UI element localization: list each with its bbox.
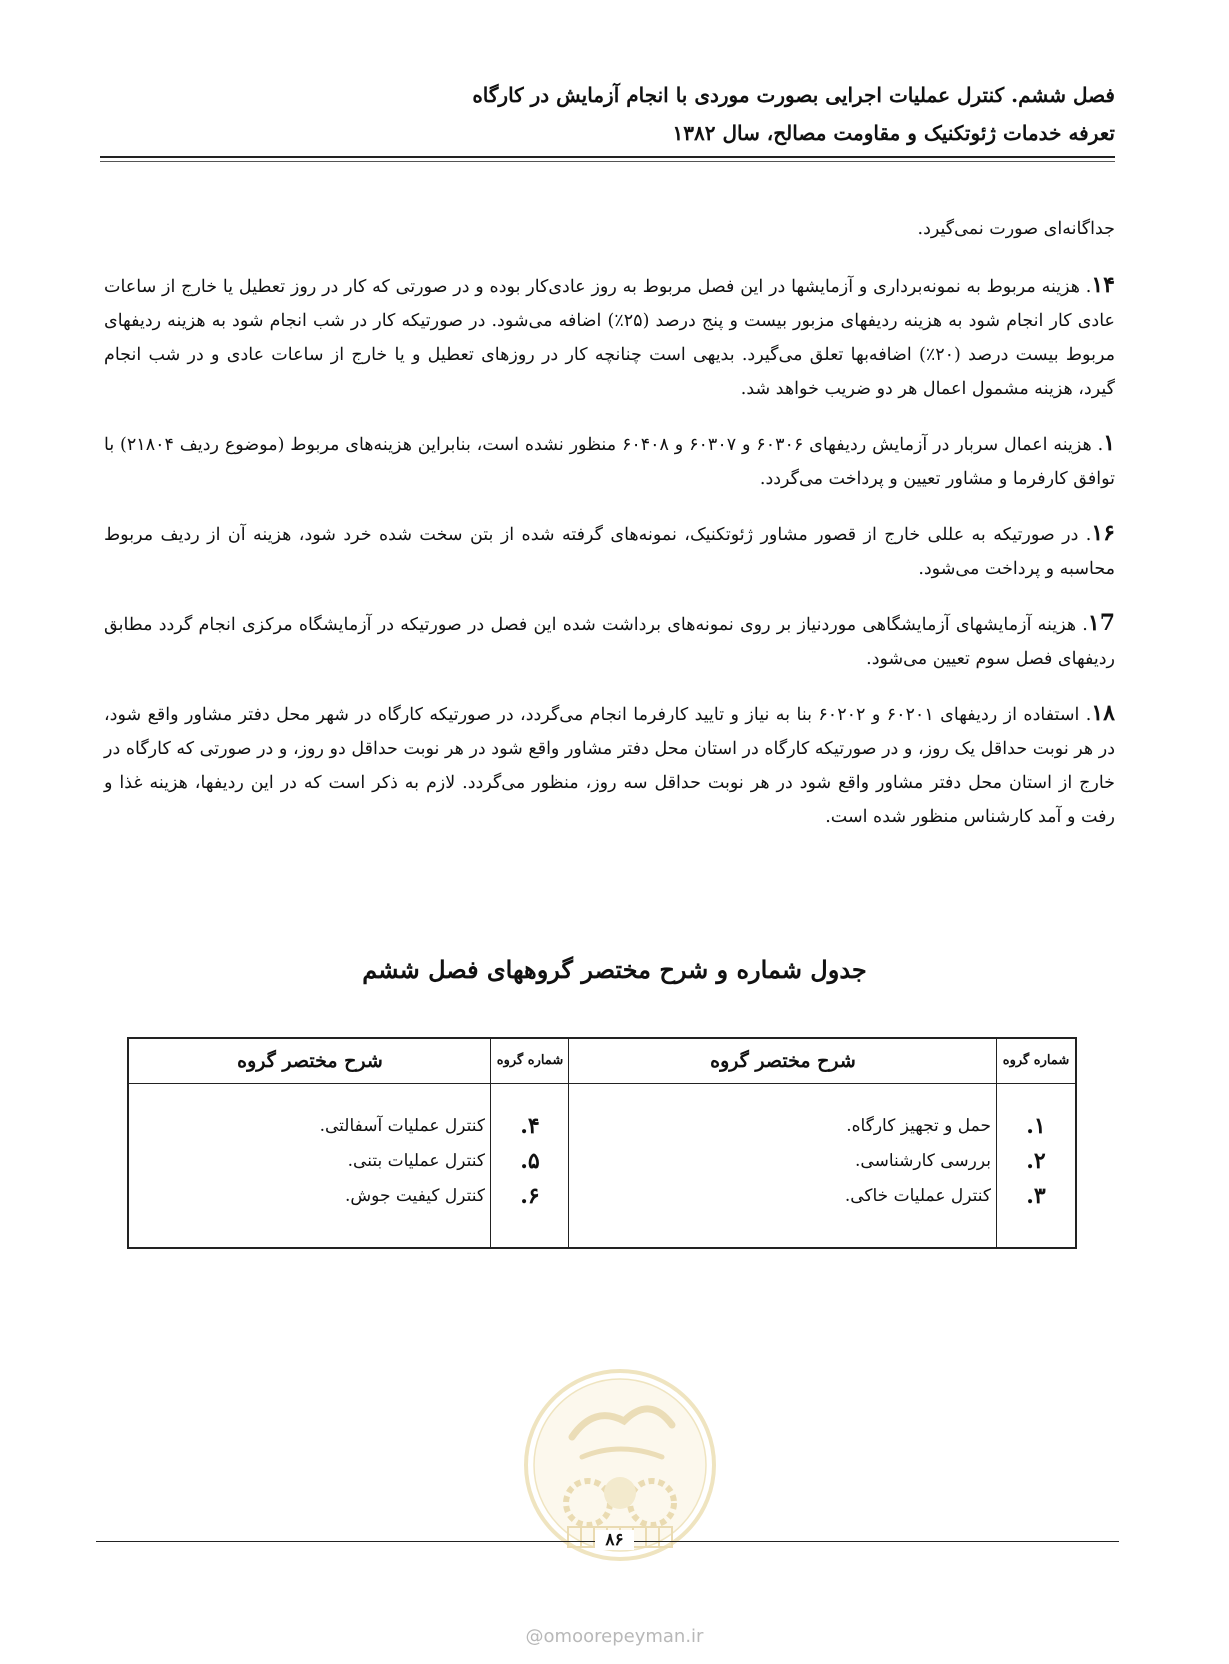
paragraph-number: ۱ — [1103, 430, 1116, 456]
paragraph-number: ۱7 — [1087, 610, 1115, 636]
header-rule — [100, 156, 1115, 158]
group-number: ۴. — [520, 1113, 540, 1139]
group-description: کنترل کیفیت جوش. — [345, 1186, 485, 1206]
column-header-description: شرح مختصر گروه — [237, 1050, 383, 1072]
groups-table — [127, 1037, 1077, 1249]
page-number — [0, 1530, 1229, 1550]
group-number-list — [997, 1109, 1075, 1214]
group-description: کنترل عملیات آسفالتی. — [319, 1116, 485, 1136]
group-description: حمل و تجهیز کارگاه. — [846, 1116, 991, 1136]
column-header-number: شماره گروه — [496, 1053, 564, 1068]
paragraph-18 — [104, 696, 1115, 834]
group-number: ۶. — [520, 1183, 540, 1209]
body-text — [104, 212, 1115, 854]
paragraph-text: . هزینه آزمایشهای آزمایشگاهی موردنیاز بر روی نمونه‌های برداشت شده این فصل در صورتیکه در آزمایشگاه مرکزی انجام گردد مطابق ردیفهای فصل سوم تعیین می‌شود. — [104, 615, 1115, 669]
running-header — [114, 76, 1115, 152]
group-number: ۲. — [1026, 1148, 1046, 1174]
group-number: ۳. — [1026, 1183, 1046, 1209]
group-description: بررسی کارشناسی. — [855, 1151, 991, 1171]
group-description-list — [581, 1109, 991, 1214]
watermark-site-url: @omoorepeyman.ir — [525, 1626, 704, 1647]
group-number-list — [491, 1109, 569, 1214]
paragraph-16 — [104, 516, 1115, 586]
group-number: ۱. — [1026, 1113, 1046, 1139]
table-header-rule — [129, 1083, 1075, 1084]
header-rule-thin — [100, 161, 1115, 162]
column-header-number: شماره گروه — [1002, 1053, 1070, 1068]
group-description: کنترل عملیات بتنی. — [347, 1151, 485, 1171]
column-header-description: شرح مختصر گروه — [710, 1050, 856, 1072]
group-number: ۵. — [520, 1148, 540, 1174]
paragraph-text: . استفاده از ردیفهای ۶۰۲۰۱ و ۶۰۲۰۲ بنا به نیاز و تایید کارفرما انجام می‌گردد، در صورتیکه کارگاه در شهر محل دفتر مشاور واقع شود، در هر نوبت حداقل یک روز، و در صورتیکه کارگاه در استان محل دفتر مشاور واقع شود در هر نوبت حداقل دو روز، و در صورتی که کارگاه در خارج از استان محل دفتر مشاور واقع شود در هر نوبت حداقل سه روز، منظور می‌گردد. لازم به ذکر است که در این ردیفها، هزینه غذا و رفت و آمد کارشناس منظور شده است. — [104, 705, 1115, 827]
table-title: جدول شماره و شرح مختصر گروههای فصل ششم — [362, 955, 867, 984]
group-description-list — [135, 1109, 485, 1214]
page-number-text: ۸۶ — [595, 1530, 633, 1550]
paragraph-number: ۱۶ — [1091, 520, 1115, 546]
paragraph-text: . در صورتیکه به عللی خارج از قصور مشاور ژئوتکنیک، نمونه‌های گرفته شده از بتن سخت شده خرد شود، هزینه آن از ردیف مربوط محاسبه و پرداخت می‌شود. — [104, 525, 1115, 579]
paragraph-text: . هزینه مربوط به نمونه‌برداری و آزمایشها در این فصل مربوط به روز عادی‌کار بوده و در صورتی که کار در روز تعطیل یا خارج از ساعات عادی کار انجام شود به هزینه ردیفهای مزبور بیست و پنج درصد (۲۵٪) اضافه می‌شود. در صورتیکه کار در شب انجام شود به هزینه ردیفهای مربوط بیست درصد (۲۰٪) اضافه‌بها تعلق می‌گیرد. بدیهی است چنانچه کار در روزهای تعطیل و یا خارج از ساعات عادی و در شب انجام گیرد، هزینه مشمول اعمال هر دو ضریب خواهد شد. — [104, 277, 1115, 399]
group-description: کنترل عملیات خاکی. — [844, 1186, 991, 1206]
chapter-title: فصل ششم. کنترل عملیات اجرایی بصورت موردی با انجام آزمایش در کارگاه — [472, 83, 1115, 107]
paragraph-text: . هزینه اعمال سربار در آزمایش ردیفهای ۶۰۳۰۶ و ۶۰۳۰۷ و ۶۰۴۰۸ منظور نشده است، بنابراین هزینه‌های مربوط (موضوع ردیف ۲۱۸۰۴) با توافق کارفرما و مشاور تعیین و پرداخت می‌گردد. — [104, 435, 1115, 489]
continuation-text: جداگانه‌ای صورت نمی‌گیرد. — [917, 219, 1115, 239]
paragraph-17 — [104, 606, 1115, 676]
paragraph-15 — [104, 426, 1115, 496]
paragraph-14 — [104, 268, 1115, 406]
document-title: تعرفه خدمات ژئوتکنیک و مقاومت مصالح، سال ۱۳۸۲ — [672, 121, 1115, 145]
paragraph-number: ۱۴ — [1091, 272, 1115, 298]
paragraph-number: ۱۸ — [1091, 700, 1115, 726]
